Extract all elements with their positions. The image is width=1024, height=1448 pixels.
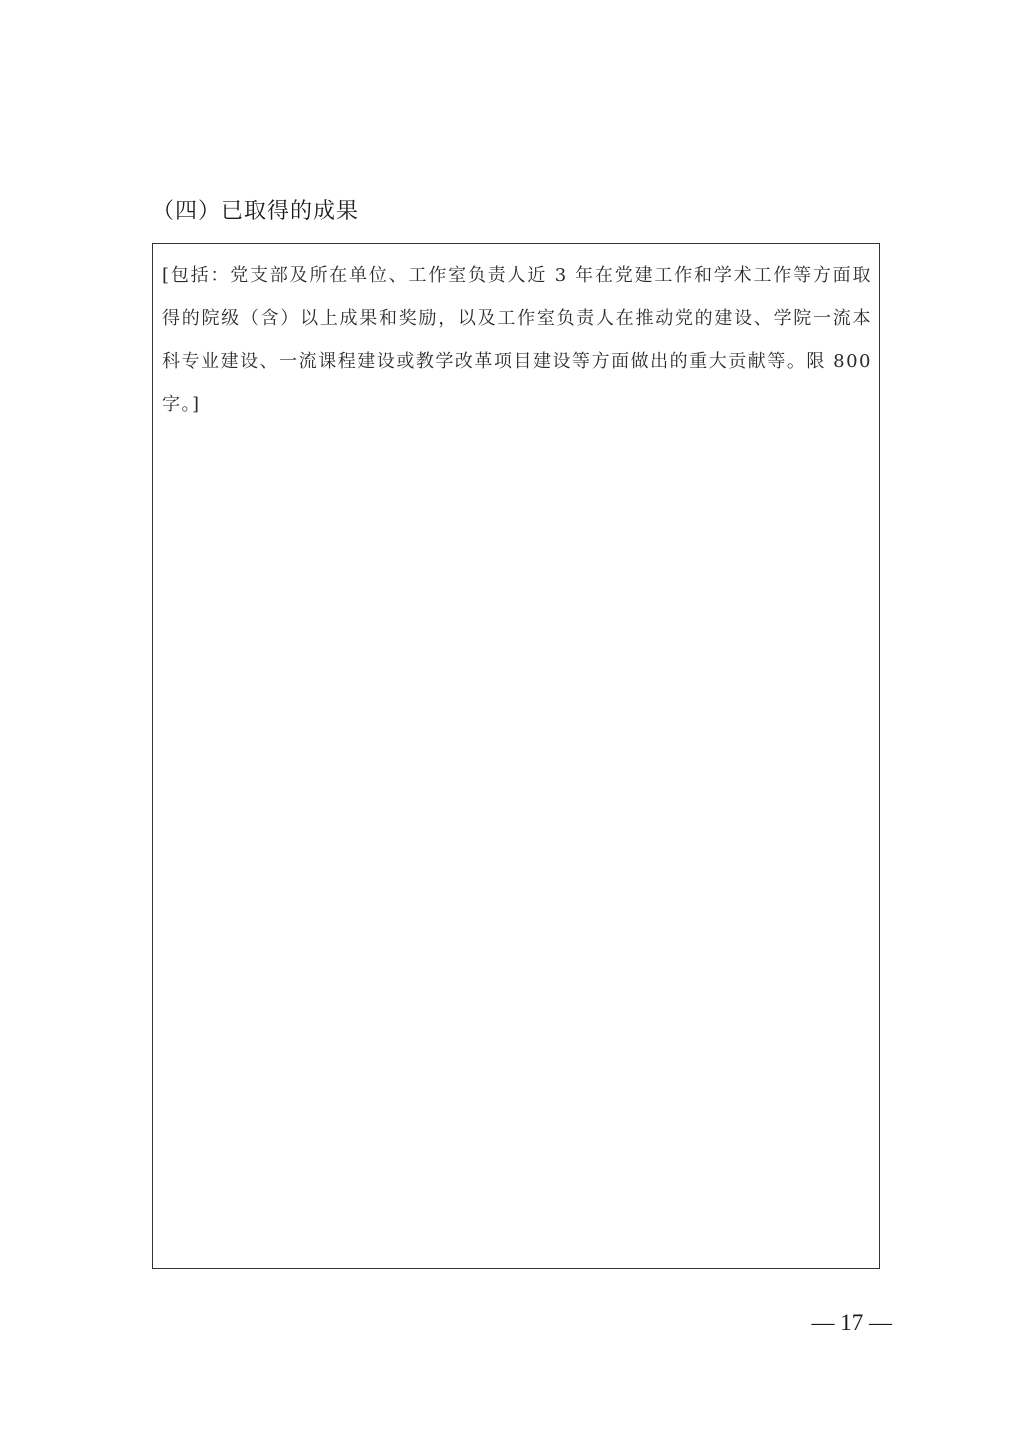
page-number: — 17 —: [811, 1310, 892, 1335]
instructions-text: [包括：党支部及所在单位、工作室负责人近 3 年在党建工作和学术工作等方面取得的院级（含）以上成果和奖励，以及工作室负责人在推动党的建设、学院一流本科专业建设、一流课程建设或教学改革项目建设等方面做出的重大贡献等。限 800 字。]: [162, 265, 872, 415]
section-title: （四）已取得的成果: [152, 199, 360, 224]
achievements-box[interactable]: [152, 243, 880, 1269]
